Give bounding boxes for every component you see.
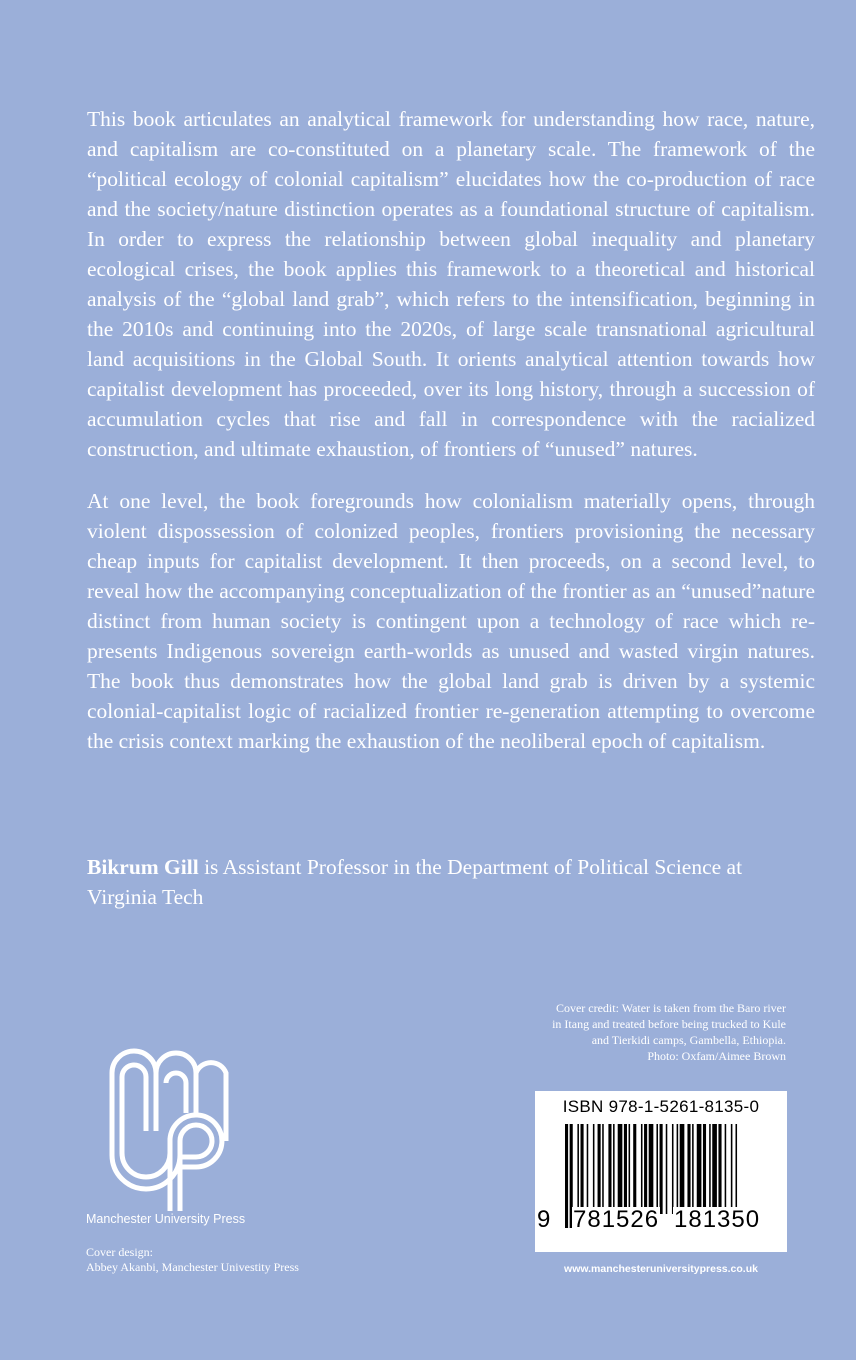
barcode-bar [608,1124,611,1214]
barcode-bar [565,1124,568,1228]
publisher-website: www.manchesteruniversitypress.co.uk [564,1263,758,1275]
barcode-bar [613,1124,615,1214]
barcode-bar [633,1124,636,1214]
publisher-name: Manchester University Press [86,1212,246,1226]
barcode-bar [581,1124,584,1214]
barcode-bar [587,1124,589,1214]
author-name: Bikrum Gill [87,855,199,879]
barcode-bar [692,1124,694,1214]
isbn-label: ISBN 978-1-5261-8135-0 [562,1097,760,1116]
barcode-bar [666,1124,668,1214]
cover-credit-line: and Tierkidi camps, Gambella, Ethiopia. [591,1033,786,1047]
author-bio [87,852,815,912]
barcode-bar [687,1124,690,1214]
book-blurb [87,104,815,778]
barcode-digits-left: 781526 [573,1206,660,1233]
isbn-barcode [535,1091,787,1252]
barcode-bar [602,1124,604,1214]
blurb-paragraph-2: At one level, the book foregrounds how colonialism materially opens, through violent dispossession of colonized peoples, frontiers provisioning the necessary cheap inputs for capitalist development. It then proceeds, on a second level, to reveal how the accompanying conceptualization of the frontier as an “unused”nature distinct from human society is contingent upon a technology of race which re-presents Indigenous sovereign earth-worlds as unused and wasted virgin natures. The book thus demonstrates how the global land grab is driven by a systemic colonial-capitalist logic of racialized frontier re-generation attempting to overcome the crisis context marking the exhaustion of the neoliberal epoch of capitalism. [87,489,815,753]
mup-logo-icon [108,1043,230,1211]
barcode-bar [725,1124,727,1214]
barcode-bar [677,1124,679,1214]
barcode-bar [660,1124,663,1214]
barcode-bar [712,1124,717,1214]
cover-credit-line: in Itang and treated before being trucked to Kule [552,1017,786,1031]
cover-credit-line: Cover credit: Water is taken from the Baro river [555,1001,786,1015]
barcode-bar [641,1124,643,1214]
cover-design-name: Abbey Akanbi, Manchester Univestity Press [86,1260,299,1274]
cover-design-label: Cover design: [86,1245,153,1259]
barcode-bar [624,1124,627,1214]
blurb-paragraph-1: This book articulates an analytical framework for understanding how race, nature, and capitalism are co-constituted on a planetary scale. The framework of the “political ecology of colonial capitalism” elucidates how the co-production of race and the society/nature distinction operates as a foundational structure of capitalism. In order to express the relationship between global inequality and planetary ecological crises, the book applies this framework to a theoretical and historical analysis of the “global land grab”, which refers to the intensification, beginning in the 2010s and continuing into the 2020s, of large scale transnational agricultural land acquisitions in the Global South. It orients analytical attention towards how capitalist development has proceeded, over its long history, through a succession of accumulation cycles that rise and fall in correspondence with the racialized construction, and ultimate exhaustion, of frontiers of “unused” natures. [87,107,815,461]
barcode-bar [644,1124,647,1214]
cover-design-credit [86,1245,299,1275]
barcode-bar [718,1124,721,1214]
barcode-bar [598,1124,601,1214]
author-bio-text: is Assistant Professor in the Department of Political Science at Virginia Tech [87,855,743,909]
barcode-bar [629,1124,631,1214]
barcode-bar [680,1124,685,1214]
barcode-digits-right: 181350 [674,1206,761,1233]
barcode-bar [577,1124,579,1214]
barcode-bar [618,1124,623,1214]
barcode-bar [672,1124,674,1214]
cover-credit [506,1000,786,1064]
cover-credit-line: Photo: Oxfam/Aimee Brown [647,1049,786,1063]
barcode-digit-first: 9 [537,1206,551,1233]
barcode-bar [703,1124,706,1214]
barcode-bar [709,1124,711,1214]
barcode-bar [697,1124,702,1214]
barcode-bar [593,1124,595,1214]
